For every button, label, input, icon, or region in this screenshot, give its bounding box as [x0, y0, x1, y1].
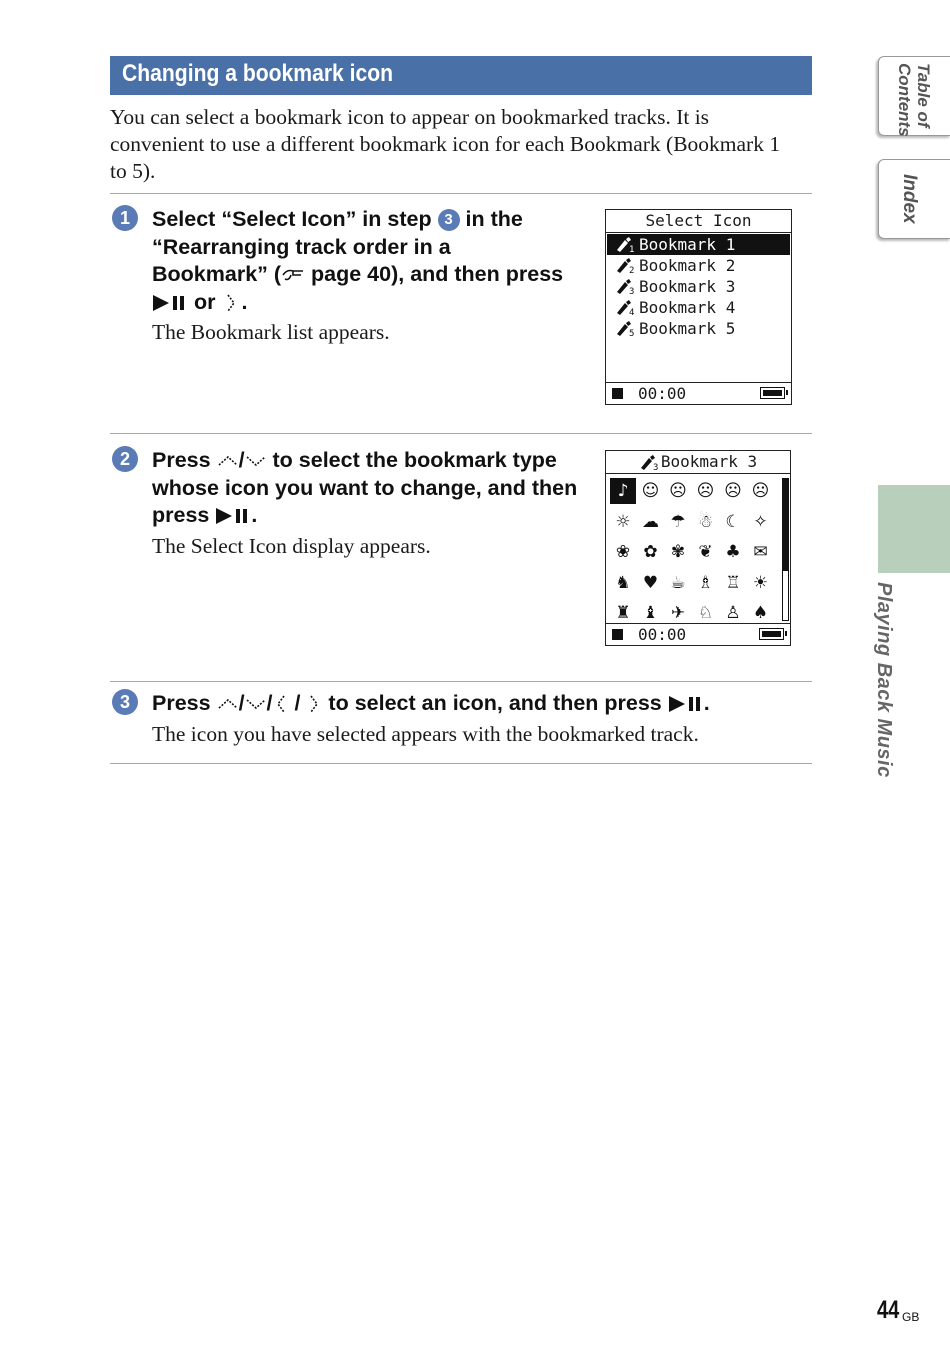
bookmark-icon [639, 454, 661, 471]
right-arrow-icon [221, 292, 241, 314]
elapsed-time: 00:00 [638, 384, 687, 403]
left-arrow-icon [273, 693, 289, 715]
svg-text:5: 5 [629, 329, 635, 337]
icon-option[interactable]: ♘ [697, 603, 714, 623]
bookmark-item[interactable] [607, 297, 790, 318]
step-3-slash: / [288, 691, 307, 715]
step-3-body: The icon you have selected appears with the bookmarked track. [152, 722, 699, 746]
icon-option[interactable]: ♣ [725, 542, 741, 562]
stop-icon [612, 629, 623, 640]
tab-index-label: Index [899, 174, 920, 224]
icon-option[interactable]: ♞ [615, 572, 631, 593]
step-1-body: The Bookmark list appears. [152, 320, 390, 344]
scrollbar[interactable] [782, 478, 789, 621]
step-3-text-b: to select an icon, and then press [322, 691, 668, 715]
svg-text:4: 4 [629, 308, 635, 316]
step-3-text-a: Press [152, 691, 217, 715]
step-3-heading [152, 690, 802, 718]
step-2-body: The Select Icon display appears. [152, 534, 431, 558]
bookmark-icon [615, 278, 637, 295]
page-number: 44 [877, 1296, 900, 1324]
icon-option[interactable]: ☹ [669, 481, 687, 501]
step-1-text-a: Select “Select Icon” in step [152, 207, 438, 231]
step-3-slash: / [238, 691, 245, 715]
step-1-text-e: . [241, 289, 248, 314]
icon-option[interactable]: ♝ [642, 603, 659, 623]
icon-option[interactable]: ☹ [751, 481, 770, 501]
icon-option[interactable]: ♖ [725, 572, 741, 593]
bookmark-label: Bookmark 2 [639, 256, 736, 275]
icon-option[interactable]: ✉ [753, 542, 768, 562]
icon-option[interactable]: ✿ [643, 542, 658, 562]
battery-icon [759, 628, 784, 640]
select-icon-screen [605, 450, 791, 646]
bookmark-icon [615, 236, 637, 253]
step-3-slash: / [266, 691, 273, 715]
icon-option[interactable]: ♙ [725, 603, 741, 623]
tab-contents-label: Table of Contents [895, 63, 933, 137]
bookmark-icon [615, 257, 637, 274]
step-1-text-d: or [188, 289, 222, 314]
status-bar [606, 382, 791, 404]
step-3-number: 3 [112, 689, 138, 715]
step-2-slash: / [238, 448, 245, 472]
icon-option[interactable]: ☾ [725, 511, 741, 532]
icon-option[interactable]: ☕ [670, 572, 686, 593]
bookmark-list-screen [605, 209, 792, 405]
icon-option[interactable]: ♠ [752, 603, 769, 623]
step-3-ref-badge: 3 [438, 209, 460, 231]
bookmark-icon [615, 299, 637, 316]
play-pause-icon [152, 293, 188, 313]
screen-title-text: Bookmark 3 [660, 452, 758, 471]
icon-option[interactable]: ❀ [615, 542, 631, 562]
down-arrow-icon [245, 454, 267, 468]
icon-option[interactable]: ❦ [698, 542, 713, 562]
svg-text:3: 3 [652, 463, 659, 471]
right-arrow-icon [306, 693, 322, 715]
icon-option[interactable]: ✾ [670, 542, 686, 562]
icon-option[interactable]: ♪ [610, 478, 636, 504]
icon-option[interactable]: ♥ [642, 572, 659, 593]
divider [110, 763, 812, 764]
bookmark-icon [615, 320, 637, 337]
divider [110, 433, 812, 434]
icon-option[interactable]: ♜ [615, 603, 631, 623]
step-2-text-c: . [251, 503, 258, 527]
step-1-heading [152, 206, 572, 316]
section-marker [878, 485, 950, 573]
tab-index[interactable] [878, 159, 950, 239]
battery-icon [760, 387, 785, 399]
icon-option[interactable]: ☼ [615, 511, 631, 532]
down-arrow-icon [245, 697, 267, 711]
icon-option[interactable]: ♗ [697, 572, 714, 593]
page-ref-icon [281, 266, 305, 284]
page-suffix: GB [902, 1310, 920, 1324]
step-2-text-b: to select the bookmark type whose icon you want to change, and then press [152, 448, 578, 527]
section-side-label: Playing Back Music [873, 582, 895, 778]
stop-icon [612, 388, 623, 399]
section-title: Changing a bookmark icon [122, 60, 394, 87]
icon-option[interactable]: ☹ [724, 481, 742, 501]
bookmark-item[interactable] [607, 234, 790, 255]
step-1-number: 1 [112, 205, 138, 231]
icon-option[interactable]: ☺ [641, 481, 660, 501]
bookmark-label: Bookmark 3 [639, 277, 736, 296]
icon-option[interactable]: ☂ [670, 511, 686, 532]
screen-title: Select Icon [606, 210, 791, 233]
play-pause-icon [668, 694, 704, 714]
svg-text:1: 1 [629, 245, 635, 253]
icon-option[interactable]: ☹ [696, 481, 715, 501]
elapsed-time: 00:00 [638, 625, 687, 644]
icon-option[interactable]: ☀ [752, 572, 769, 593]
icon-option[interactable]: ✈ [670, 603, 686, 623]
step-2-text-a: Press [152, 448, 217, 472]
status-bar [606, 623, 790, 645]
icon-option[interactable]: ✧ [753, 511, 768, 532]
section-header [110, 56, 812, 95]
tab-table-of-contents[interactable] [878, 56, 950, 136]
step-1-text-c: page 40), and then press [305, 262, 564, 286]
icon-option[interactable]: ☃ [697, 511, 714, 532]
up-arrow-icon [217, 697, 239, 711]
bookmark-item[interactable] [607, 276, 790, 297]
divider [110, 681, 812, 682]
svg-text:2: 2 [629, 266, 635, 274]
bookmark-label: Bookmark 5 [639, 319, 736, 338]
up-arrow-icon [217, 454, 239, 468]
step-3-text-c: . [703, 691, 710, 715]
step-2-number: 2 [112, 446, 138, 472]
intro-text: You can select a bookmark icon to appear on bookmarked tracks. It is convenient to use a different bookmark icon for each Bookmark (Bookmark 1 to 5). [110, 105, 781, 183]
play-pause-icon [215, 506, 251, 526]
divider [110, 193, 812, 194]
step-2-heading [152, 447, 582, 530]
screen-title [606, 451, 790, 474]
icon-option[interactable]: ☁ [642, 511, 659, 532]
step-1-text-b: in the “Rearranging track order in a Bookmark” ( [152, 207, 523, 286]
svg-text:3: 3 [629, 287, 635, 295]
bookmark-item[interactable] [607, 255, 790, 276]
bookmark-label: Bookmark 4 [639, 298, 736, 317]
scroll-thumb[interactable] [783, 479, 788, 571]
bookmark-label: Bookmark 1 [639, 235, 736, 254]
bookmark-item[interactable] [607, 318, 790, 339]
